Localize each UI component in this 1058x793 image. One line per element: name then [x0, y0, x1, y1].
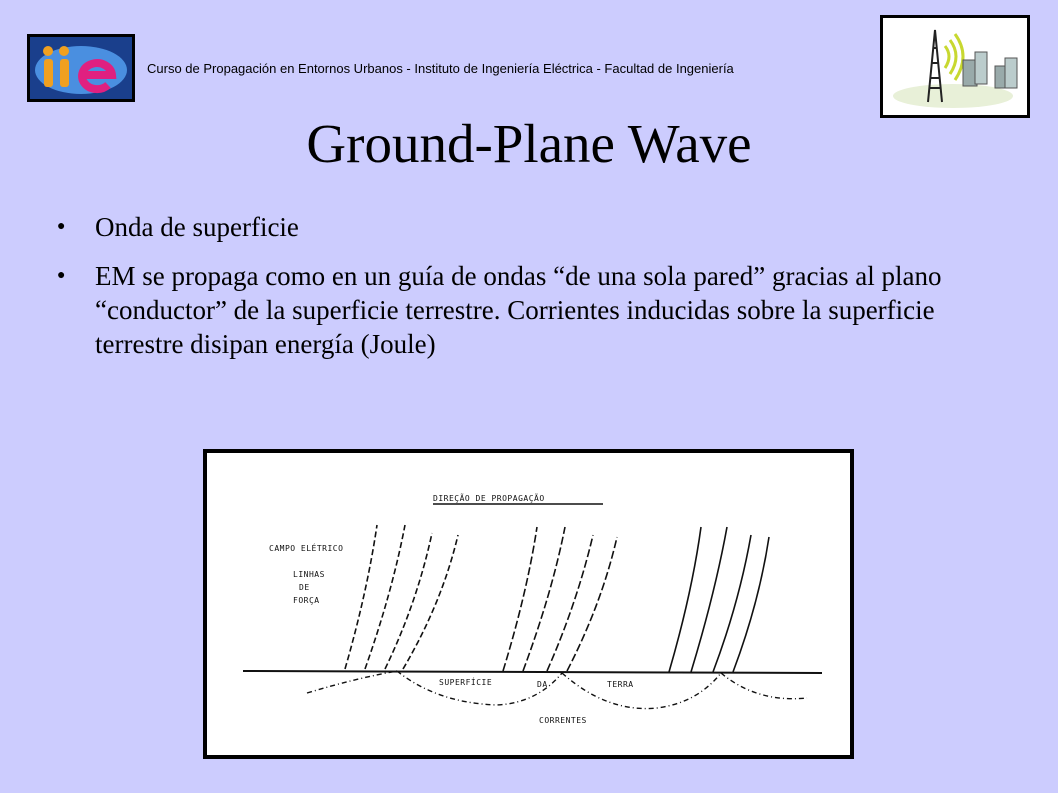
ground-wave-diagram-svg: [207, 453, 850, 755]
field-lines-group-2: [503, 527, 617, 671]
ground-wave-diagram: [203, 449, 854, 759]
bullet-item: [55, 210, 1015, 244]
bullet-dot: ●: [57, 219, 66, 234]
surface-label-da: DA: [537, 680, 548, 689]
direction-label: DIREÇÃO DE PROPAGAÇÃO: [433, 494, 545, 503]
slide-title: Ground-Plane Wave: [306, 113, 752, 174]
iie-logo: [27, 34, 135, 102]
force-label: FORÇA: [293, 596, 320, 605]
bullet-item: [55, 259, 1015, 361]
earth-label: TERRA: [607, 680, 634, 689]
current-loops: [307, 671, 807, 709]
field-lines-group-1: [345, 525, 458, 669]
bullet-list: [55, 210, 1015, 376]
bullet-text: EM se propaga como en un guía de ondas “de una sola pared” gracias al plano “conductor” de la superficie terrestre. Corrientes inducidas sobre la superficie terrestre disipan energía (Joule): [95, 261, 942, 359]
antenna-city-icon: [883, 18, 1027, 115]
field-label: CAMPO ELÉTRICO: [269, 544, 344, 553]
antenna-city-logo: [880, 15, 1030, 118]
currents-label: CORRENTES: [539, 716, 587, 725]
surface-label: SUPERFÍCIE: [439, 678, 493, 687]
bullet-dot: ●: [57, 268, 66, 283]
lines-label-de: DE: [299, 583, 310, 592]
lines-label: LINHAS: [293, 570, 325, 579]
iie-logo-icon: [30, 37, 132, 99]
course-caption: Curso de Propagación en Entornos Urbanos - Instituto de Ingeniería Eléctrica - Facultad de Ingeniería: [147, 61, 734, 76]
ground-line: [243, 671, 822, 673]
field-lines-group-3: [669, 527, 769, 672]
bullet-text: Onda de superficie: [95, 212, 299, 242]
